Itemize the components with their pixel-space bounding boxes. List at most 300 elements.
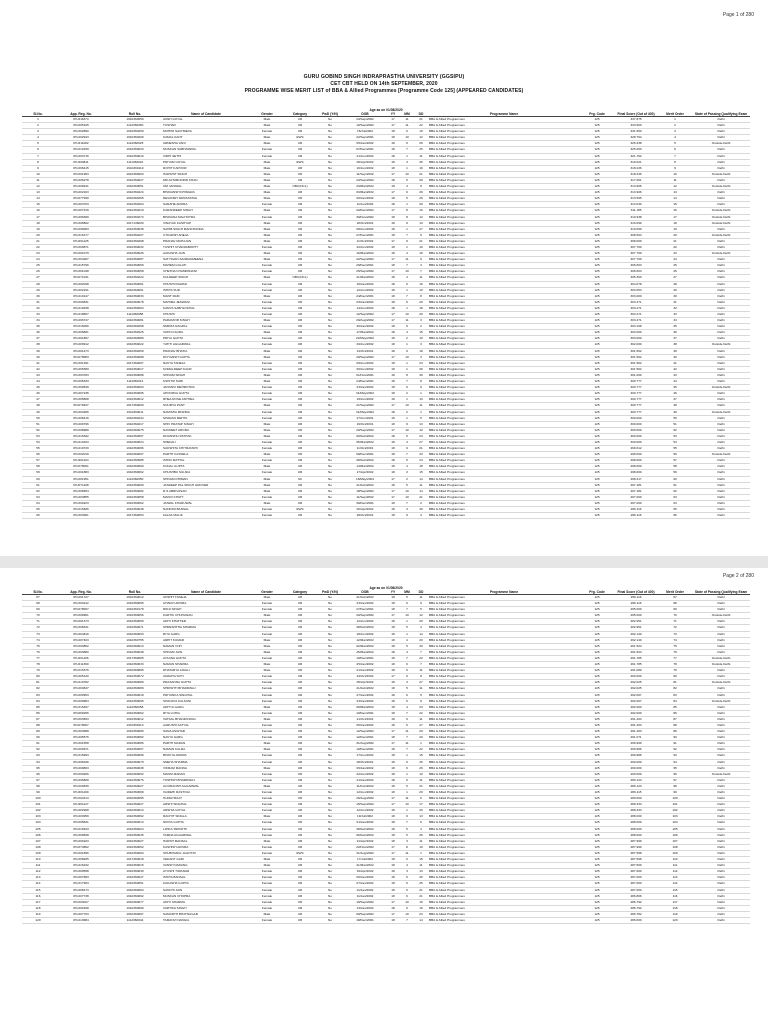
merit-order-cell: 55	[658, 446, 692, 452]
age-dd-cell: 8	[414, 293, 428, 299]
gender-cell: Female	[250, 214, 284, 220]
app-reg-no-cell: IPU205380	[54, 366, 108, 372]
col-dob: DOB	[344, 112, 386, 117]
app-reg-no-cell: IPU209961	[54, 613, 108, 619]
sl-no-cell: 10	[22, 171, 54, 177]
category-cell: UR	[284, 257, 316, 263]
app-reg-no-cell: IPU201106	[54, 655, 108, 661]
app-reg-no-cell: IPU201963	[54, 171, 108, 177]
sl-no-cell: 37	[22, 336, 54, 342]
category-cell: UR	[284, 881, 316, 887]
candidate-name-cell: PRASANNA GUPTA	[162, 680, 250, 686]
programme-name-cell: BBA & Allied Programmes	[428, 619, 580, 625]
category-cell: UR	[284, 385, 316, 391]
age-dd-cell: 15	[414, 330, 428, 336]
state-cell: Delhi	[692, 777, 750, 783]
age-mm-cell: 10	[400, 312, 414, 318]
prg-code-cell: 125	[580, 452, 614, 458]
gender-cell: Male	[250, 348, 284, 354]
state-cell: Delhi	[692, 421, 750, 427]
age-yy-cell: 18	[386, 625, 400, 631]
gender-cell: Female	[250, 917, 284, 923]
col-pwd: PwD (Y/N)	[316, 112, 344, 117]
candidate-name-cell: NAVYA GARG	[162, 735, 250, 741]
category-cell: UR	[284, 305, 316, 311]
age-dd-cell: 21	[414, 446, 428, 452]
age-mm-cell: 11	[400, 123, 414, 129]
app-reg-no-cell: IPU215486	[54, 507, 108, 513]
gender-cell: Male	[250, 704, 284, 710]
category-cell: UR	[284, 790, 316, 796]
gender-cell: Male	[250, 354, 284, 360]
gender-cell: Male	[250, 595, 284, 601]
final-score-cell: 291.785	[614, 662, 658, 668]
category-cell: UR	[284, 232, 316, 238]
state-cell: Delhi	[692, 741, 750, 747]
state-cell: Delhi	[692, 117, 750, 123]
category-cell: UR	[284, 281, 316, 287]
age-yy-cell: 18	[386, 391, 400, 397]
category-cell: UR	[284, 202, 316, 208]
roll-no-cell: 1910360032	[108, 244, 162, 250]
app-reg-no-cell: IPU209796	[54, 421, 108, 427]
roll-no-cell: 1910360058	[108, 269, 162, 275]
final-score-cell: 289.000	[614, 796, 658, 802]
dob-cell: 27/Dec/2001	[344, 607, 386, 613]
state-cell: Delhi	[692, 403, 750, 409]
sl-no-cell: 108	[22, 844, 54, 850]
programme-name-cell: BBA & Allied Programmes	[428, 625, 580, 631]
prg-code-cell: 125	[580, 917, 614, 923]
age-mm-cell: 5	[400, 458, 414, 464]
candidate-name-cell: TAMANVI NANGIA	[162, 917, 250, 923]
final-score-cell: 303.271	[614, 299, 658, 305]
candidate-name-cell: KASHISH ARORA	[162, 844, 250, 850]
prg-code-cell: 125	[580, 735, 614, 741]
dob-cell: 19/Apr/2002	[344, 869, 386, 875]
final-score-cell: 286.792	[614, 899, 658, 905]
gender-cell: Female	[250, 147, 284, 153]
roll-no-cell: 1910360013	[108, 808, 162, 814]
age-dd-cell: 20	[414, 790, 428, 796]
merit-order-cell: 17	[658, 214, 692, 220]
age-mm-cell: 11	[400, 117, 414, 123]
pwd-cell: No	[316, 692, 344, 698]
dob-cell: 06/Jan/2002	[344, 196, 386, 202]
final-score-cell: 304.078	[614, 281, 658, 287]
candidate-name-cell: PRANAV BHATIA	[162, 348, 250, 354]
pwd-cell: No	[316, 232, 344, 238]
category-cell: UR	[284, 220, 316, 226]
state-cell: Delhi	[692, 129, 750, 135]
gender-cell: Female	[250, 631, 284, 637]
dob-cell: 23/Jan/2002	[344, 601, 386, 607]
final-score-cell: 286.792	[614, 905, 658, 911]
table-header	[22, 108, 750, 117]
prg-code-cell: 125	[580, 232, 614, 238]
candidate-name-cell: HARSHIT SINGH	[162, 171, 250, 177]
category-cell: UR	[284, 759, 316, 765]
state-cell: Delhi	[692, 716, 750, 722]
merit-order-cell: 118	[658, 905, 692, 911]
category-cell: UR	[284, 409, 316, 415]
age-yy-cell: 18	[386, 887, 400, 893]
table-row	[22, 917, 750, 923]
final-score-cell: 303.108	[614, 324, 658, 330]
final-score-cell: 289.123	[614, 777, 658, 783]
col-mm: MM	[400, 590, 414, 595]
dob-cell: 31/May/2002	[344, 391, 386, 397]
candidate-name-cell: APOORVA GUPTA	[162, 391, 250, 397]
app-reg-no-cell: IPU200639	[54, 783, 108, 789]
age-mm-cell: 1	[400, 397, 414, 403]
category-cell: UR	[284, 354, 316, 360]
age-dd-cell: 11	[414, 595, 428, 601]
programme-name-cell: BBA & Allied Programmes	[428, 631, 580, 637]
age-dd-cell: 21	[414, 783, 428, 789]
age-yy-cell: 18	[386, 196, 400, 202]
merit-order-cell: 42	[658, 366, 692, 372]
dob-cell: 11/Feb/2002	[344, 783, 386, 789]
gender-cell: Female	[250, 299, 284, 305]
roll-no-cell: 1910360755	[108, 637, 162, 643]
gender-cell: Female	[250, 820, 284, 826]
sl-no-cell: 81	[22, 680, 54, 686]
age-yy-cell: 18	[386, 220, 400, 226]
final-score-cell: 291.524	[614, 643, 658, 649]
col-prg-code: Prg. Code	[580, 590, 614, 595]
dob-cell: 30/Nov/2002	[344, 214, 386, 220]
programme-name-cell: BBA & Allied Programmes	[428, 607, 580, 613]
pwd-cell: No	[316, 899, 344, 905]
candidate-name-cell: SAKSHITA CHITRANSHI	[162, 446, 250, 452]
gender-cell: Male	[250, 911, 284, 917]
roll-no-cell: 1910360051	[108, 881, 162, 887]
category-cell: UR	[284, 710, 316, 716]
programme-name-cell: BBA & Allied Programmes	[428, 129, 580, 135]
prg-code-cell: 125	[580, 354, 614, 360]
age-yy-cell: 18	[386, 305, 400, 311]
sl-no-cell: 99	[22, 790, 54, 796]
programme-name-cell: BBA & Allied Programmes	[428, 305, 580, 311]
pwd-cell: No	[316, 488, 344, 494]
programme-name-cell: BBA & Allied Programmes	[428, 668, 580, 674]
pwd-cell: No	[316, 482, 344, 488]
pwd-cell: No	[316, 354, 344, 360]
age-mm-cell: 0	[400, 814, 414, 820]
dob-cell: 23/Sep/2002	[344, 177, 386, 183]
category-cell: UR	[284, 165, 316, 171]
gender-cell: Male	[250, 159, 284, 165]
state-cell: Delhi	[692, 643, 750, 649]
final-score-cell: 296.116	[614, 601, 658, 607]
age-mm-cell: 9	[400, 238, 414, 244]
sl-no-cell: 7	[22, 153, 54, 159]
gender-cell: Female	[250, 735, 284, 741]
gender-cell: Female	[250, 507, 284, 513]
state-cell: Delhi	[692, 796, 750, 802]
programme-name-cell: BBA & Allied Programmes	[428, 893, 580, 899]
col-roll-no: Roll No.	[108, 590, 162, 595]
prg-code-cell: 125	[580, 464, 614, 470]
merit-order-cell: 18	[658, 220, 692, 226]
candidate-name-cell: SMRITA NAGPAL	[162, 324, 250, 330]
prg-code-cell: 125	[580, 153, 614, 159]
pwd-cell: No	[316, 147, 344, 153]
pwd-cell: No	[316, 783, 344, 789]
prg-code-cell: 125	[580, 385, 614, 391]
dob-cell: 10/Dec/2001	[344, 710, 386, 716]
app-reg-no-cell: IPU210782	[54, 680, 108, 686]
merit-order-cell: 27	[658, 275, 692, 281]
sl-no-cell: 67	[22, 595, 54, 601]
age-yy-cell: 18	[386, 735, 400, 741]
app-reg-no-cell: IPU207683	[54, 875, 108, 881]
candidate-name-cell: NANDINI BANSAL	[162, 507, 250, 513]
prg-code-cell: 125	[580, 893, 614, 899]
age-dd-cell: 3	[414, 513, 428, 519]
state-cell: Delhi	[692, 729, 750, 735]
prg-code-cell: 125	[580, 488, 614, 494]
pwd-cell: No	[316, 649, 344, 655]
age-yy-cell: 18	[386, 607, 400, 613]
gender-cell: Female	[250, 887, 284, 893]
candidate-name-cell: ARNESHA VANI	[162, 141, 250, 147]
age-dd-cell: 16	[414, 165, 428, 171]
programme-name-cell: BBA & Allied Programmes	[428, 729, 580, 735]
final-score-cell: 328.764	[614, 135, 658, 141]
candidate-name-cell: VIKRAM MANNA	[162, 765, 250, 771]
sl-no-cell: 94	[22, 759, 54, 765]
merit-order-cell: 112	[658, 869, 692, 875]
age-yy-cell: 18	[386, 777, 400, 783]
age-dd-cell: 27	[414, 680, 428, 686]
gender-cell: Female	[250, 342, 284, 348]
sl-no-cell: 103	[22, 814, 54, 820]
candidate-name-cell: VARTIKA SINGH	[162, 905, 250, 911]
roll-no-cell: 1910360059	[108, 117, 162, 123]
state-cell: Outside Delhi	[692, 342, 750, 348]
merit-order-cell: 114	[658, 881, 692, 887]
sl-no-cell: 55	[22, 446, 54, 452]
gender-cell: Female	[250, 458, 284, 464]
merit-order-cell: 23	[658, 251, 692, 257]
dob-cell: 11/Oct/2001	[344, 446, 386, 452]
final-score-cell: 300.777	[614, 385, 658, 391]
col-gender: Gender	[250, 112, 284, 117]
dob-cell: 21/Feb/2002	[344, 482, 386, 488]
sl-no-cell: 96	[22, 771, 54, 777]
programme-name-cell: BBA & Allied Programmes	[428, 513, 580, 519]
pwd-cell: No	[316, 196, 344, 202]
final-score-cell: 303.271	[614, 318, 658, 324]
age-dd-cell: 22	[414, 710, 428, 716]
prg-code-cell: 125	[580, 668, 614, 674]
programme-name-cell: BBA & Allied Programmes	[428, 403, 580, 409]
prg-code-cell: 125	[580, 899, 614, 905]
dob-cell: 24/Oct/2002	[344, 674, 386, 680]
age-yy-cell: 18	[386, 826, 400, 832]
gender-cell: Male	[250, 330, 284, 336]
age-mm-cell: 1	[400, 631, 414, 637]
state-cell: Delhi	[692, 427, 750, 433]
roll-no-cell: 1910360067	[108, 747, 162, 753]
dob-cell: 12/Jun/2002	[344, 808, 386, 814]
pwd-cell: No	[316, 710, 344, 716]
age-mm-cell: 9	[400, 513, 414, 519]
sl-no-cell: 69	[22, 607, 54, 613]
candidate-name-cell: NAMISHA MISHRA	[162, 409, 250, 415]
merit-order-cell: 115	[658, 887, 692, 893]
category-cell: UR	[284, 808, 316, 814]
pwd-cell: No	[316, 360, 344, 366]
dob-cell: 12/Dec/2001	[344, 735, 386, 741]
pwd-cell: No	[316, 244, 344, 250]
merit-order-cell: 34	[658, 318, 692, 324]
app-reg-no-cell: IPU204816	[54, 631, 108, 637]
age-mm-cell: 10	[400, 494, 414, 500]
app-reg-no-cell: IPU208196	[54, 759, 108, 765]
sl-no-cell: 58	[22, 464, 54, 470]
pwd-cell: No	[316, 269, 344, 275]
gender-cell: Female	[250, 397, 284, 403]
col-state: State of Passing Qualifying Exam	[692, 590, 750, 595]
age-dd-cell: 12	[414, 135, 428, 141]
age-mm-cell: 0	[400, 129, 414, 135]
roll-no-cell: 1910360059	[108, 619, 162, 625]
final-score-cell: 300.777	[614, 397, 658, 403]
roll-no-cell: 1112360058	[108, 704, 162, 710]
app-reg-no-cell: IPU216232	[54, 863, 108, 869]
final-score-cell: 307.769	[614, 244, 658, 250]
dob-cell: 08/Feb/2002	[344, 458, 386, 464]
prg-code-cell: 125	[580, 747, 614, 753]
dob-cell: 06/Jan/2002	[344, 765, 386, 771]
dob-cell: 12/Mar/2002	[344, 637, 386, 643]
dob-cell: 10/Dec/2001	[344, 655, 386, 661]
gender-cell: Male	[250, 220, 284, 226]
final-score-cell: 313.595	[614, 196, 658, 202]
merit-order-cell: 65	[658, 507, 692, 513]
merit-order-cell: 85	[658, 704, 692, 710]
sl-no-cell: 109	[22, 850, 54, 856]
age-yy-cell: 18	[386, 379, 400, 385]
prg-code-cell: 125	[580, 269, 614, 275]
sl-no-cell: 107	[22, 838, 54, 844]
age-dd-cell: 26	[414, 366, 428, 372]
pwd-cell: No	[316, 893, 344, 899]
category-cell: UR	[284, 208, 316, 214]
app-reg-no-cell: IPU206541	[54, 625, 108, 631]
age-dd-cell: 7	[414, 662, 428, 668]
gender-cell: Male	[250, 637, 284, 643]
programme-name-cell: BBA & Allied Programmes	[428, 372, 580, 378]
prg-code-cell: 125	[580, 863, 614, 869]
state-cell: Delhi	[692, 354, 750, 360]
candidate-name-cell: MANT RAM	[162, 293, 250, 299]
candidate-name-cell: BHAVANA MALHOTRA	[162, 214, 250, 220]
sl-no-cell: 28	[22, 281, 54, 287]
final-score-cell: 300.000	[614, 427, 658, 433]
dob-cell: 27/Jun/2001	[344, 415, 386, 421]
merit-order-cell: 16	[658, 208, 692, 214]
state-cell: Delhi	[692, 826, 750, 832]
prg-code-cell: 125	[580, 293, 614, 299]
programme-name-cell: BBA & Allied Programmes	[428, 722, 580, 728]
state-cell: Delhi	[692, 269, 750, 275]
prg-code-cell: 125	[580, 117, 614, 123]
merit-order-cell: 6	[658, 147, 692, 153]
category-cell: UR	[284, 391, 316, 397]
age-yy-cell: 18	[386, 421, 400, 427]
prg-code-cell: 125	[580, 753, 614, 759]
pwd-cell: No	[316, 348, 344, 354]
state-cell: Delhi	[692, 226, 750, 232]
candidate-name-cell: RIYA GARG	[162, 631, 250, 637]
app-reg-no-cell: IPU200953	[54, 692, 108, 698]
age-yy-cell: 18	[386, 692, 400, 698]
dob-cell: 31/Aug/2002	[344, 850, 386, 856]
sl-no-cell: 2	[22, 123, 54, 129]
age-dd-cell: 1	[414, 409, 428, 415]
age-mm-cell: 6	[400, 893, 414, 899]
prg-code-cell: 125	[580, 409, 614, 415]
gender-cell: Female	[250, 409, 284, 415]
age-yy-cell: 18	[386, 275, 400, 281]
prg-code-cell: 125	[580, 336, 614, 342]
final-score-cell: 291.203	[614, 722, 658, 728]
dob-cell: 22/May/2002	[344, 336, 386, 342]
final-score-cell: 287.000	[614, 881, 658, 887]
merit-order-cell: 37	[658, 336, 692, 342]
dob-cell: 20/Sep/2002	[344, 427, 386, 433]
age-mm-cell: 7	[400, 710, 414, 716]
final-score-cell: 288.000	[614, 826, 658, 832]
roll-no-cell: 1910360265	[108, 196, 162, 202]
pwd-cell: No	[316, 716, 344, 722]
dob-cell: 05/Jan/2002	[344, 141, 386, 147]
roll-no-cell: 1910360011	[108, 409, 162, 415]
category-cell: UR	[284, 342, 316, 348]
roll-no-cell: 1112360044	[108, 917, 162, 923]
prg-code-cell: 125	[580, 263, 614, 269]
gender-cell: Female	[250, 844, 284, 850]
age-yy-cell: 18	[386, 698, 400, 704]
age-mm-cell: 7	[400, 500, 414, 506]
roll-no-cell: 1910360217	[108, 421, 162, 427]
prg-code-cell: 125	[580, 397, 614, 403]
category-cell: UR	[284, 433, 316, 439]
sl-no-cell: 100	[22, 796, 54, 802]
age-dd-cell: 5	[414, 692, 428, 698]
roll-no-cell: 1910360225	[108, 330, 162, 336]
final-score-cell: 292.140	[614, 631, 658, 637]
age-dd-cell: 26	[414, 159, 428, 165]
roll-no-cell: 1917360005	[108, 655, 162, 661]
gender-cell: Female	[250, 305, 284, 311]
programme-name-cell: BBA & Allied Programmes	[428, 674, 580, 680]
gender-cell: Female	[250, 796, 284, 802]
roll-no-cell: 1910360009	[108, 482, 162, 488]
state-cell: Delhi	[692, 619, 750, 625]
age-yy-cell: 18	[386, 893, 400, 899]
roll-no-cell: 1917360009	[108, 403, 162, 409]
app-reg-no-cell: IPU206576	[54, 735, 108, 741]
programme-name-cell: BBA & Allied Programmes	[428, 159, 580, 165]
sl-no-cell: 31	[22, 299, 54, 305]
final-score-cell: 288.000	[614, 832, 658, 838]
roll-no-cell: 1910360016	[108, 153, 162, 159]
